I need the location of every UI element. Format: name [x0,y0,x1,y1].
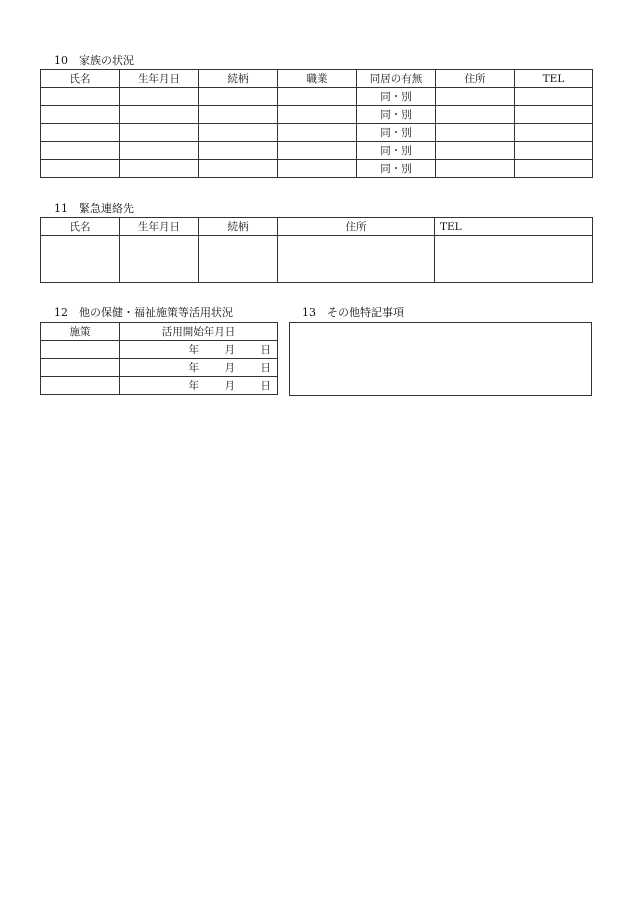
family-row [41,160,593,178]
family-cohabitation-cell[interactable]: 同・別 [357,106,436,124]
family-name-cell[interactable] [41,88,120,106]
emergency-header-relation: 続柄 [199,218,278,236]
family-tel-cell[interactable] [515,160,593,178]
family-cohabitation-cell[interactable]: 同・別 [357,88,436,106]
family-address-cell[interactable] [436,124,515,142]
family-birthdate-cell[interactable] [120,106,199,124]
family-occupation-cell[interactable] [278,106,357,124]
services-header-start-date: 活用開始年月日 [120,323,278,341]
family-row [41,106,593,124]
services-row [41,359,278,377]
emergency-section-title: 11 緊急連絡先 [54,202,134,215]
family-relation-cell[interactable] [199,124,278,142]
family-tel-cell[interactable] [515,124,593,142]
family-occupation-cell[interactable] [278,124,357,142]
notes-section-title: 13 その他特記事項 [302,306,404,319]
services-measure-cell[interactable] [41,341,120,359]
services-row [41,377,278,395]
family-name-cell[interactable] [41,106,120,124]
family-occupation-cell[interactable] [278,160,357,178]
emergency-tel-cell[interactable] [435,236,593,283]
family-header-occupation: 職業 [278,70,357,88]
emergency-header-tel: TEL [435,218,593,236]
family-row [41,124,593,142]
family-tel-cell[interactable] [515,106,593,124]
family-birthdate-cell[interactable] [120,124,199,142]
services-measure-cell[interactable] [41,377,120,395]
services-header-measure: 施策 [41,323,120,341]
family-table [40,69,593,178]
family-relation-cell[interactable] [199,106,278,124]
services-date-cell[interactable]: 年 月 日 [120,341,278,359]
family-header-name: 氏名 [41,70,120,88]
family-name-cell[interactable] [41,124,120,142]
emergency-name-cell[interactable] [41,236,120,283]
family-relation-cell[interactable] [199,160,278,178]
family-header-address: 住所 [436,70,515,88]
family-relation-cell[interactable] [199,88,278,106]
family-cohabitation-cell[interactable]: 同・別 [357,124,436,142]
family-address-cell[interactable] [436,142,515,160]
family-header-cohabitation: 同居の有無 [357,70,436,88]
services-date-cell[interactable]: 年 月 日 [120,377,278,395]
emergency-address-cell[interactable] [278,236,435,283]
family-address-cell[interactable] [436,160,515,178]
emergency-birthdate-cell[interactable] [120,236,199,283]
emergency-header-birthdate: 生年月日 [120,218,199,236]
family-relation-cell[interactable] [199,142,278,160]
services-table [40,322,278,395]
family-birthdate-cell[interactable] [120,142,199,160]
family-tel-cell[interactable] [515,88,593,106]
emergency-table [40,217,593,283]
family-header-tel: TEL [515,70,593,88]
family-occupation-cell[interactable] [278,88,357,106]
family-header-birthdate: 生年月日 [120,70,199,88]
services-section-title: 12 他の保健・福祉施策等活用状況 [54,306,233,319]
family-section-title: 10 家族の状況 [54,54,134,67]
family-name-cell[interactable] [41,160,120,178]
services-row [41,341,278,359]
family-name-cell[interactable] [41,142,120,160]
emergency-row [41,236,593,283]
family-cohabitation-cell[interactable]: 同・別 [357,160,436,178]
family-cohabitation-cell[interactable]: 同・別 [357,142,436,160]
family-tel-cell[interactable] [515,142,593,160]
family-header-relation: 続柄 [199,70,278,88]
emergency-header-name: 氏名 [41,218,120,236]
emergency-relation-cell[interactable] [199,236,278,283]
services-date-cell[interactable]: 年 月 日 [120,359,278,377]
family-birthdate-cell[interactable] [120,88,199,106]
family-address-cell[interactable] [436,106,515,124]
family-address-cell[interactable] [436,88,515,106]
notes-box[interactable] [289,322,592,396]
services-measure-cell[interactable] [41,359,120,377]
family-birthdate-cell[interactable] [120,160,199,178]
family-row [41,142,593,160]
emergency-header-address: 住所 [278,218,435,236]
family-row [41,88,593,106]
family-occupation-cell[interactable] [278,142,357,160]
